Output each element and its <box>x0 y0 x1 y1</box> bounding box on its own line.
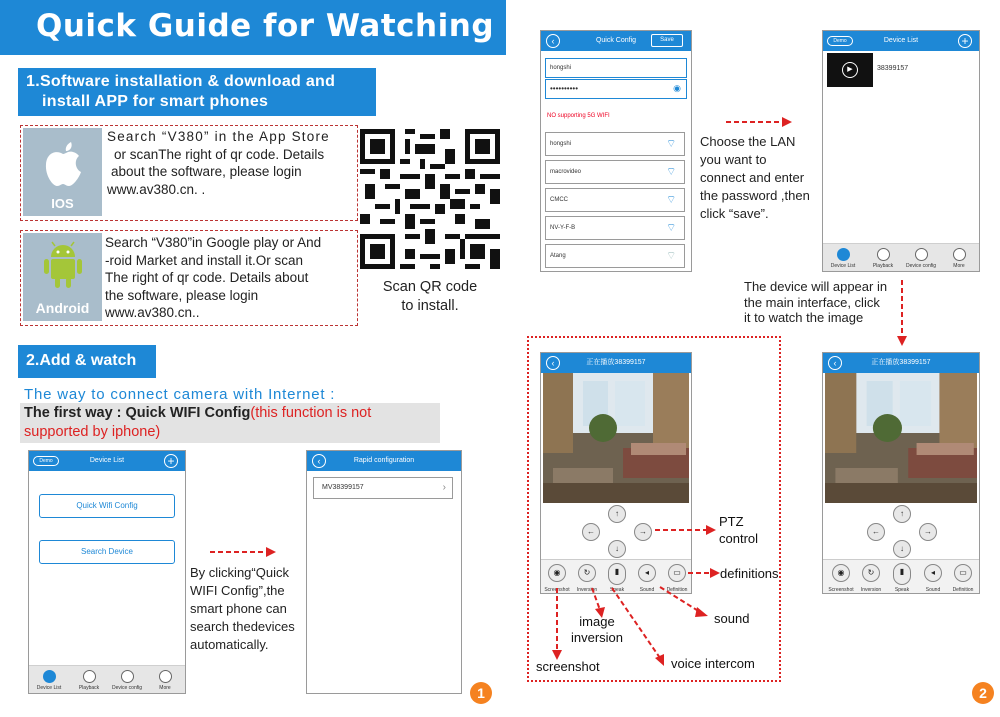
back-icon[interactable]: ‹ <box>828 356 842 370</box>
ptz-right-button[interactable]: → <box>634 523 652 541</box>
ptz-left-button[interactable]: ← <box>867 523 885 541</box>
choose-lan-line: click “save”. <box>700 206 769 221</box>
tab-device-config[interactable] <box>107 670 147 691</box>
phone-header <box>823 353 979 373</box>
arrow-down-to-live <box>896 280 908 346</box>
live-toolbar <box>823 559 979 594</box>
clicking-line: automatically. <box>190 637 269 652</box>
ptz-up-button[interactable]: ↑ <box>893 505 911 523</box>
appear-text <box>744 279 904 326</box>
choose-lan-line: you want to <box>700 152 767 167</box>
tab-playback[interactable] <box>69 670 109 691</box>
gear-icon <box>915 248 928 261</box>
wifi-network-name: NV-Y-F-B <box>550 225 576 231</box>
tab-label: Device List <box>830 263 856 269</box>
add-icon[interactable]: + <box>164 454 178 468</box>
phone-title: 正在播放38399157 <box>871 359 931 366</box>
clicking-line: WIFI Config”,the <box>190 583 285 598</box>
wifi-network-row[interactable] <box>545 188 685 212</box>
more-icon <box>953 248 966 261</box>
appear-line: it to watch the image <box>744 310 864 325</box>
page-number-badge: 1 <box>470 682 492 704</box>
section1-heading <box>18 68 376 116</box>
speak-icon[interactable]: ▮ <box>893 563 911 585</box>
tab-label: Device List <box>36 685 62 691</box>
connect-text: The way to connect camera with Internet : <box>24 386 336 403</box>
device-id: 38399157 <box>877 65 909 72</box>
rapid-device-id: MV38399157 <box>322 484 364 491</box>
android-line: Search “V380”in Google play or And <box>105 235 322 250</box>
chevron-right-icon: › <box>442 482 446 493</box>
toolbar-label: Sound <box>925 587 941 593</box>
tab-device-list[interactable] <box>823 248 863 269</box>
toolbar-label: Definition <box>952 587 974 593</box>
ptz-line: PTZ <box>719 514 744 529</box>
toolbar-label: Definition <box>666 587 688 593</box>
screenshot-icon[interactable]: ◉ <box>548 564 566 582</box>
wifi-network-name: hongshi <box>550 141 572 147</box>
phone-title: 正在播放38399157 <box>586 359 646 366</box>
wifi-network-row[interactable] <box>545 244 685 268</box>
no-5g-warning: NO supporting 5G WIFI <box>547 113 610 119</box>
speak-icon[interactable]: ▮ <box>608 563 626 585</box>
voice-intercom-label: voice intercom <box>671 656 755 671</box>
qr-caption <box>362 278 498 316</box>
wifi-network-row[interactable] <box>545 160 685 184</box>
tab-bar <box>823 243 979 271</box>
play-icon: ▶ <box>842 62 858 78</box>
eye-icon[interactable]: ◉ <box>673 83 681 93</box>
arrow-to-rapid <box>210 546 276 558</box>
back-pill[interactable]: Demo <box>827 36 853 46</box>
image-inversion-label <box>566 614 628 646</box>
phone-header <box>307 451 461 471</box>
tab-label: Playback <box>78 685 100 691</box>
arrow-to-device-list <box>726 116 792 128</box>
camera-video-feed[interactable] <box>825 373 977 503</box>
device-thumbnail <box>827 53 873 87</box>
inversion-icon[interactable]: ↻ <box>862 564 880 582</box>
wifi-icon: ⌔ <box>666 194 677 206</box>
home-icon <box>837 248 850 261</box>
qr-code <box>360 128 500 270</box>
ios-tile <box>23 128 102 216</box>
sound-icon[interactable]: ◂ <box>638 564 656 582</box>
more-icon <box>159 670 172 683</box>
ios-line: www.av380.cn. . <box>107 181 206 197</box>
page-title: Quick Guide for Watching <box>0 0 506 55</box>
screenshot-icon[interactable]: ◉ <box>832 564 850 582</box>
tab-label: Playback <box>872 263 894 269</box>
gear-icon <box>121 670 134 683</box>
definitions-label: definitions <box>720 566 779 581</box>
tab-bar <box>29 665 185 693</box>
tab-label: Device config <box>111 685 142 691</box>
toolbar-label: Screenshot <box>828 587 854 593</box>
android-line: The right of qr code. Details about <box>105 270 309 285</box>
section2-heading: 2.Add & watch <box>18 345 156 378</box>
android-tile <box>23 233 102 321</box>
tab-label: More <box>953 263 965 269</box>
sound-label: sound <box>714 611 750 626</box>
ios-label: IOS <box>51 196 74 211</box>
ios-line: about the software, please login <box>111 164 302 179</box>
wifi-icon: ⌔ <box>666 250 677 262</box>
inversion-icon[interactable]: ↻ <box>578 564 596 582</box>
toolbar-label: Inversion <box>576 587 598 593</box>
tab-more[interactable] <box>939 248 979 269</box>
appear-line: the main interface, click <box>744 294 880 310</box>
phone-title: Device List <box>883 37 919 44</box>
choose-lan-text <box>700 133 822 223</box>
android-instructions <box>105 234 363 322</box>
phone-rapid-config <box>306 450 462 694</box>
toolbar-label: Speak <box>894 587 910 593</box>
tab-label: Device config <box>905 263 936 269</box>
wifi-network-row[interactable] <box>545 132 685 156</box>
tab-label: More <box>159 685 171 691</box>
rapid-device-item[interactable] <box>313 477 453 499</box>
first-way-box <box>20 403 440 443</box>
wifi-icon: ⌔ <box>666 222 677 234</box>
phone-title: Rapid configuration <box>353 457 415 464</box>
android-line: the software, please login <box>105 287 259 303</box>
page-number-badge: 2 <box>972 682 994 704</box>
inversion-line: image <box>579 614 615 629</box>
inversion-line: inversion <box>570 630 624 645</box>
phone-device-list-2 <box>822 30 980 272</box>
ptz-down-button[interactable]: ↓ <box>893 540 911 558</box>
tab-playback[interactable] <box>863 248 903 269</box>
tab-more[interactable] <box>145 670 185 691</box>
ios-line: or scanThe right of qr code. Details <box>114 146 325 162</box>
toolbar-label: Screenshot <box>544 587 570 593</box>
ptz-up-button[interactable]: ↑ <box>608 505 626 523</box>
qr-caption-line1: Scan QR code <box>382 279 478 295</box>
section1-heading-line2: install APP for smart phones <box>42 93 269 110</box>
first-way-label: The first way : Quick WIFI Config <box>24 405 251 421</box>
ptz-down-button[interactable]: ↓ <box>608 540 626 558</box>
android-icon <box>41 241 85 291</box>
password-value: •••••••••• <box>550 84 579 93</box>
android-label: Android <box>35 300 90 316</box>
password-field[interactable] <box>545 79 687 99</box>
wifi-icon: ⌔ <box>666 138 677 150</box>
clicking-line: search thedevices <box>190 619 295 634</box>
wifi-network-name: macrovideo <box>550 169 582 175</box>
screenshot-label: screenshot <box>536 659 600 674</box>
sound-icon[interactable]: ◂ <box>924 564 942 582</box>
ios-line: Search “V380” in the App Store <box>107 129 330 144</box>
phone-quick-config <box>540 30 692 272</box>
android-line: www.av380.cn.. <box>105 305 200 320</box>
device-row[interactable] <box>827 53 977 87</box>
choose-lan-line: connect and enter <box>700 170 805 185</box>
phone-live-view-2 <box>822 352 980 594</box>
back-icon[interactable]: ‹ <box>546 34 560 48</box>
quick-wifi-config-button[interactable]: Quick Wifi Config <box>39 494 175 518</box>
choose-lan-line: the password ,then <box>700 188 810 203</box>
choose-lan-line: Choose the LAN <box>700 134 796 149</box>
clicking-line: smart phone can <box>190 601 287 616</box>
ios-instructions <box>107 128 362 198</box>
appear-line: The device will appear in <box>744 279 888 294</box>
qr-caption-line2: to install. <box>401 298 459 314</box>
wifi-network-row[interactable] <box>545 216 685 240</box>
clicking-line: By clicking“Quick <box>190 565 289 580</box>
toolbar-label: Inversion <box>860 587 882 593</box>
add-icon[interactable]: + <box>958 34 972 48</box>
search-device-button[interactable]: Search Device <box>39 540 175 564</box>
phone-device-list-1 <box>28 450 186 694</box>
first-way-note-2: supported by iphone) <box>24 424 161 440</box>
clicking-text <box>190 564 308 654</box>
first-way-note: (this function is not <box>250 405 372 421</box>
tab-device-config[interactable] <box>901 248 941 269</box>
wifi-network-name: CMCC <box>550 197 568 203</box>
toolbar-label: Speak <box>609 587 625 593</box>
section1-heading-line1: 1.Software installation & download and <box>26 73 336 90</box>
back-pill[interactable]: Demo <box>33 456 59 466</box>
phone-title: Quick Config <box>595 37 637 44</box>
back-icon[interactable]: ‹ <box>546 356 560 370</box>
android-line: -roid Market and install it.Or scan <box>105 252 304 268</box>
phone-title: Device List <box>89 457 125 464</box>
ptz-line: control <box>719 531 759 546</box>
definition-icon[interactable]: ▭ <box>954 564 972 582</box>
toolbar-label: Sound <box>639 587 655 593</box>
playback-icon <box>877 248 890 261</box>
phone-header <box>823 31 979 51</box>
definition-icon[interactable]: ▭ <box>668 564 686 582</box>
ptz-control-label <box>719 513 758 547</box>
playback-icon <box>83 670 96 683</box>
tab-device-list[interactable] <box>29 670 69 691</box>
ssid-field[interactable] <box>545 58 687 78</box>
wifi-network-name: Atang <box>550 253 566 259</box>
phone-header <box>29 451 185 471</box>
ssid-value: hongshi <box>550 65 572 71</box>
home-icon <box>43 670 56 683</box>
ptz-right-button[interactable]: → <box>919 523 937 541</box>
apple-icon <box>41 138 85 190</box>
save-button[interactable]: Save <box>651 34 683 47</box>
ptz-left-button[interactable]: ← <box>582 523 600 541</box>
phone-header <box>541 31 691 51</box>
wifi-icon: ⌔ <box>666 166 677 178</box>
back-icon[interactable]: ‹ <box>312 454 326 468</box>
